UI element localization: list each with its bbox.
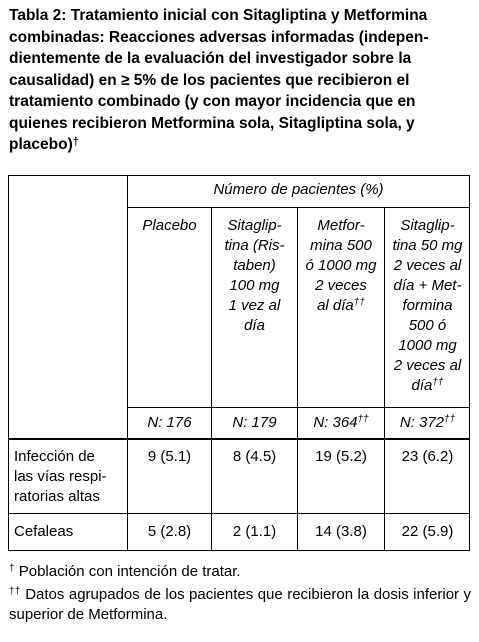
dagger-mark: † — [9, 563, 15, 574]
column-header-metformina: Metfor- mina 500 ó 1000 mg 2 veces al día†† — [305, 217, 377, 314]
table-cell: 2 (1.1) — [232, 523, 277, 540]
hline-header-end — [8, 438, 470, 440]
dagger-mark: †† — [9, 586, 21, 597]
table-cell: 23 (6.2) — [401, 448, 454, 465]
title-line: combinadas: Reacciones adversas informadas (indepen- — [9, 28, 429, 46]
table-cell: 9 (5.1) — [147, 448, 192, 465]
title-line: placebo)† — [9, 136, 79, 153]
hline-n — [127, 407, 470, 408]
table-cell: 22 (5.9) — [401, 523, 454, 540]
title-line: causalidad) en ≥ 5% de los pacientes que recibieron el — [9, 71, 410, 89]
title-line: quienes recibieron Metformina sola, Sitagliptina sola, y — [9, 114, 415, 132]
footnote-pooled: †† Datos agrupados de los pacientes que recibieron la dosis inferior y superior de Metformina. — [9, 586, 472, 623]
n-sitagliptina: N: 179 — [232, 414, 277, 431]
dagger-mark: †† — [357, 414, 369, 425]
dagger-mark: †† — [432, 377, 444, 388]
table-cell: 14 (3.8) — [315, 523, 367, 540]
table-title — [9, 5, 471, 156]
hline-row1-end — [8, 513, 470, 514]
title-line: Tabla 2: Tratamiento inicial con Sitagliptina y Metformina — [9, 7, 428, 24]
column-header-sitagliptina: Sitaglip- tina (Ris- taben) 100 mg 1 vez al día — [224, 217, 285, 334]
table-cell: 8 (4.5) — [232, 448, 277, 465]
column-header-placebo: Placebo — [142, 217, 197, 234]
row-label-cefaleas: Cefaleas — [14, 523, 74, 540]
n-metformina: N: 364†† — [313, 414, 369, 431]
row-label-infeccion: Infección de las vías respi- ratorias altas — [14, 448, 107, 505]
dagger-mark: †† — [353, 297, 365, 308]
column-header-combinado: Sitaglip- tina 50 mg 2 veces al día + Met- formina 500 ó 1000 mg 2 veces al día†† — [392, 217, 463, 394]
title-line: dientemente de la evaluación del investigador sobre la — [9, 50, 412, 67]
table-cell: 5 (2.8) — [147, 523, 192, 540]
n-combinado: N: 372†† — [399, 414, 456, 431]
dagger-mark: †† — [444, 414, 456, 425]
n-placebo: N: 176 — [147, 414, 192, 431]
hline-group — [127, 207, 470, 208]
footnote-itt: † Población con intención de tratar. — [9, 563, 241, 580]
title-line: tratamiento combinado (y con mayor incidencia que en — [9, 93, 416, 110]
dagger-mark: † — [72, 136, 79, 148]
table-cell: 19 (5.2) — [315, 448, 367, 465]
group-header: Número de pacientes (%) — [213, 181, 384, 198]
